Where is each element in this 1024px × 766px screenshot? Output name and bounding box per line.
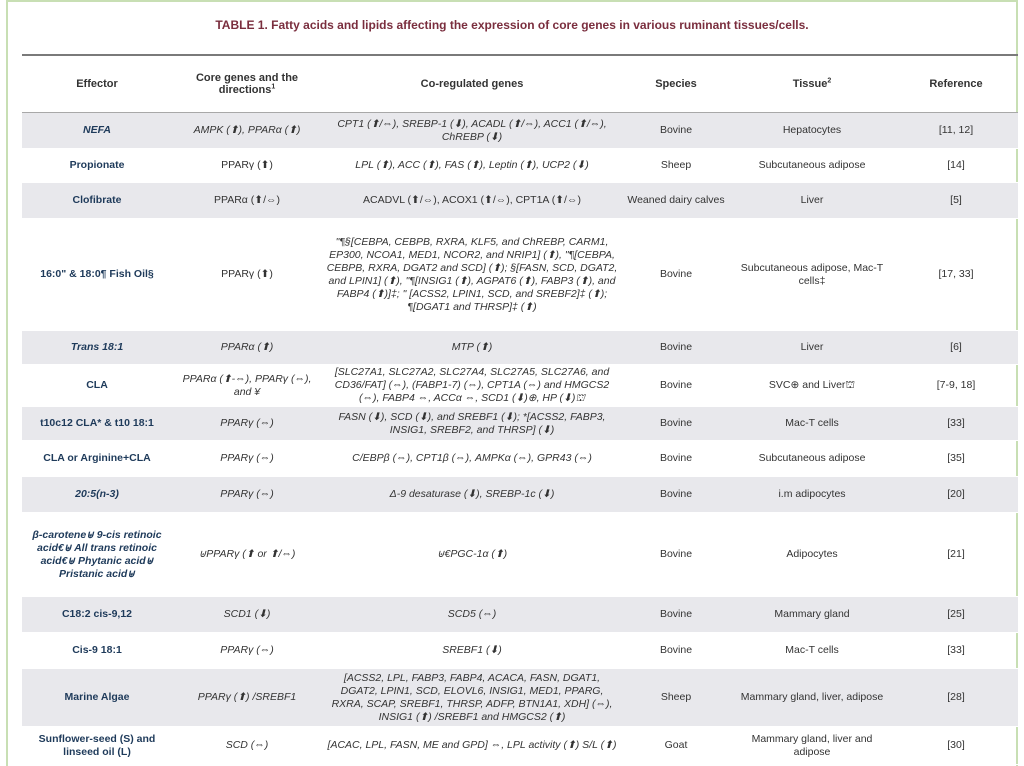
table-row bbox=[22, 597, 1018, 633]
cell-core: SCD (⇔) bbox=[172, 727, 322, 765]
header-tissue bbox=[730, 55, 894, 113]
cell-coreg: Δ-9 desaturase (⬇), SREBP-1c (⬇) bbox=[322, 477, 622, 513]
cell-tissue: Mammary gland bbox=[730, 597, 894, 633]
header-effector: Effector bbox=[22, 55, 172, 113]
cell-tissue: Liver bbox=[730, 331, 894, 365]
table-row bbox=[22, 113, 1018, 149]
cell-coreg: [ACAC, LPL, FASN, ME and GPD] ⇔, LPL activity (⬆) S/L (⬆) bbox=[322, 727, 622, 765]
cell-reference: [30] bbox=[894, 727, 1018, 765]
table-row bbox=[22, 633, 1018, 669]
cell-reference: [20] bbox=[894, 477, 1018, 513]
cell-core: SCD1 (⬇) bbox=[172, 597, 322, 633]
cell-core: ⊎PPARγ (⬆ or ⬆/⇔) bbox=[172, 513, 322, 597]
cell-reference: [33] bbox=[894, 633, 1018, 669]
cell-species: Bovine bbox=[622, 113, 730, 149]
cell-species: Bovine bbox=[622, 219, 730, 331]
cell-core: PPARα (⬆) bbox=[172, 331, 322, 365]
cell-tissue: Hepatocytes bbox=[730, 113, 894, 149]
cell-species: Goat bbox=[622, 727, 730, 765]
header-tissue-sup: 2 bbox=[827, 77, 832, 85]
cell-reference: [6] bbox=[894, 331, 1018, 365]
header-row bbox=[22, 55, 1018, 113]
cell-species: Bovine bbox=[622, 597, 730, 633]
cell-tissue: Adipocytes bbox=[730, 513, 894, 597]
header-core-label: Core genes and the directions bbox=[195, 72, 299, 96]
cell-effector: Cis-9 18:1 bbox=[22, 633, 172, 669]
cell-effector: NEFA bbox=[22, 113, 172, 149]
header-core bbox=[172, 55, 322, 113]
cell-tissue: i.m adipocytes bbox=[730, 477, 894, 513]
cell-species: Sheep bbox=[622, 149, 730, 183]
cell-coreg: ACADVL (⬆/⇔), ACOX1 (⬆/⇔), CPT1A (⬆/⇔) bbox=[322, 183, 622, 219]
cell-effector: t10c12 CLA* & t10 18:1 bbox=[22, 407, 172, 441]
cell-reference: [5] bbox=[894, 183, 1018, 219]
cell-tissue: Mammary gland, liver and adipose bbox=[730, 727, 894, 765]
cell-reference: [25] bbox=[894, 597, 1018, 633]
cell-effector: Trans 18:1 bbox=[22, 331, 172, 365]
cell-tissue: Subcutaneous adipose bbox=[730, 441, 894, 477]
cell-coreg: [ACSS2, LPL, FABP3, FABP4, ACACA, FASN, DGAT1, DGAT2, LPIN1, SCD, ELOVL6, INSIG1, MED1, PPARG, RXRA, SCAP, SREBF1, THRSP, ADFP, BTN1A1, XDH] (⇔), INSIG1 (⬆) /SREBF1 and HMGCS2 (⬆) bbox=[322, 669, 622, 727]
cell-effector: CLA bbox=[22, 365, 172, 407]
cell-core: PPARα (⬆/⇔) bbox=[172, 183, 322, 219]
cell-effector: C18:2 cis-9,12 bbox=[22, 597, 172, 633]
cell-core: PPARα (⬆-⇔), PPARγ (⇔), and ¥ bbox=[172, 365, 322, 407]
table-row bbox=[22, 219, 1018, 331]
table-frame bbox=[6, 0, 1018, 766]
cell-species: Bovine bbox=[622, 331, 730, 365]
cell-species: Bovine bbox=[622, 477, 730, 513]
cell-reference: [17, 33] bbox=[894, 219, 1018, 331]
cell-effector: CLA or Arginine+CLA bbox=[22, 441, 172, 477]
cell-reference: [21] bbox=[894, 513, 1018, 597]
cell-core: PPARγ (⬆) /SREBF1 bbox=[172, 669, 322, 727]
lipid-table bbox=[22, 54, 1018, 765]
table-row bbox=[22, 441, 1018, 477]
table-row bbox=[22, 365, 1018, 407]
cell-effector: 20:5(n-3) bbox=[22, 477, 172, 513]
cell-coreg: SCD5 (⇔) bbox=[322, 597, 622, 633]
cell-effector: Clofibrate bbox=[22, 183, 172, 219]
cell-coreg: MTP (⬆) bbox=[322, 331, 622, 365]
cell-species: Weaned dairy calves bbox=[622, 183, 730, 219]
table-row bbox=[22, 183, 1018, 219]
table-row bbox=[22, 331, 1018, 365]
cell-tissue: SVC⊕ and Liver⛫ bbox=[730, 365, 894, 407]
cell-reference: [33] bbox=[894, 407, 1018, 441]
table-row bbox=[22, 513, 1018, 597]
cell-coreg: FASN (⬇), SCD (⬇), and SREBF1 (⬇); *[ACSS2, FABP3, INSIG1, SREBF2, and THRSP] (⬇) bbox=[322, 407, 622, 441]
cell-reference: [7-9, 18] bbox=[894, 365, 1018, 407]
cell-species: Bovine bbox=[622, 365, 730, 407]
cell-effector: Propionate bbox=[22, 149, 172, 183]
cell-core: AMPK (⬆), PPARα (⬆) bbox=[172, 113, 322, 149]
table-row bbox=[22, 477, 1018, 513]
cell-tissue: Subcutaneous adipose, Mac-T cells‡ bbox=[730, 219, 894, 331]
cell-tissue: Liver bbox=[730, 183, 894, 219]
table-row bbox=[22, 727, 1018, 765]
cell-coreg: "¶§[CEBPA, CEBPB, RXRA, KLF5, and ChREBP, CARM1, EP300, NCOA1, MED1, NCOR2, and NRIP1] (⬆), "¶[CEBPA, CEBPB, RXRA, DGAT2 and SCD] (⬆); §[FASN, SCD, DGAT2, and LPIN1] (⬆), "¶[INSIG1 (⬆), AGPAT6 (⬆), FABP3 (⬆), and FABP4 (⬆)]‡; " [ACSS2, LPIN1, SCD, and SREBF2]‡ (⬆); ¶[DGAT1 and THRSP]‡ (⬆) bbox=[322, 219, 622, 331]
cell-effector: β-carotene⊎ 9-cis retinoic acid€⊎ All trans retinoic acid€⊎ Phytanic acid⊎ Pristanic acid⊎ bbox=[22, 513, 172, 597]
cell-tissue: Mammary gland, liver, adipose bbox=[730, 669, 894, 727]
cell-reference: [35] bbox=[894, 441, 1018, 477]
cell-species: Bovine bbox=[622, 513, 730, 597]
cell-coreg: LPL (⬆), ACC (⬆), FAS (⬆), Leptin (⬆), UCP2 (⬇) bbox=[322, 149, 622, 183]
cell-species: Bovine bbox=[622, 633, 730, 669]
header-tissue-label: Tissue bbox=[792, 78, 828, 90]
table-row bbox=[22, 669, 1018, 727]
cell-species: Bovine bbox=[622, 441, 730, 477]
header-species: Species bbox=[622, 55, 730, 113]
cell-tissue: Subcutaneous adipose bbox=[730, 149, 894, 183]
cell-core: PPARγ (⇔) bbox=[172, 407, 322, 441]
cell-coreg: [SLC27A1, SLC27A2, SLC27A4, SLC27A5, SLC27A6, and CD36/FAT] (⇔), (FABP1-7) (⇔), CPT1A (⇔) and HMGCS2 (⇔), FABP4 ⇔, ACCα ⇔, SCD1 (⬇)⊕, HP (⬇)⛫ bbox=[322, 365, 622, 407]
cell-species: Sheep bbox=[622, 669, 730, 727]
cell-tissue: Mac-T cells bbox=[730, 633, 894, 669]
cell-coreg: CPT1 (⬆/⇔), SREBP-1 (⬇), ACADL (⬆/⇔), ACC1 (⬆/⇔), ChREBP (⬇) bbox=[322, 113, 622, 149]
cell-reference: [28] bbox=[894, 669, 1018, 727]
table-row bbox=[22, 149, 1018, 183]
cell-coreg: ⊎€PGC-1α (⬆) bbox=[322, 513, 622, 597]
header-reference: Reference bbox=[894, 55, 1018, 113]
header-core-sup: 1 bbox=[271, 83, 276, 91]
header-coreg: Co-regulated genes bbox=[322, 55, 622, 113]
cell-effector: Sunflower-seed (S) and linseed oil (L) bbox=[22, 727, 172, 765]
cell-core: PPARγ (⬆) bbox=[172, 219, 322, 331]
cell-reference: [11, 12] bbox=[894, 113, 1018, 149]
cell-core: PPARγ (⇔) bbox=[172, 633, 322, 669]
table-title: TABLE 1. Fatty acids and lipids affecting the expression of core genes in various ruminant tissues/cells. bbox=[215, 18, 809, 32]
table-row bbox=[22, 407, 1018, 441]
cell-coreg: C/EBPβ (⇔), CPT1β (⇔), AMPKα (⇔), GPR43 (⇔) bbox=[322, 441, 622, 477]
cell-core: PPARγ (⇔) bbox=[172, 441, 322, 477]
cell-tissue: Mac-T cells bbox=[730, 407, 894, 441]
cell-core: PPARγ (⬆) bbox=[172, 149, 322, 183]
cell-species: Bovine bbox=[622, 407, 730, 441]
cell-reference: [14] bbox=[894, 149, 1018, 183]
cell-effector: Marine Algae bbox=[22, 669, 172, 727]
cell-effector: 16:0" & 18:0¶ Fish Oil§ bbox=[22, 219, 172, 331]
cell-core: PPARγ (⇔) bbox=[172, 477, 322, 513]
cell-coreg: SREBF1 (⬇) bbox=[322, 633, 622, 669]
